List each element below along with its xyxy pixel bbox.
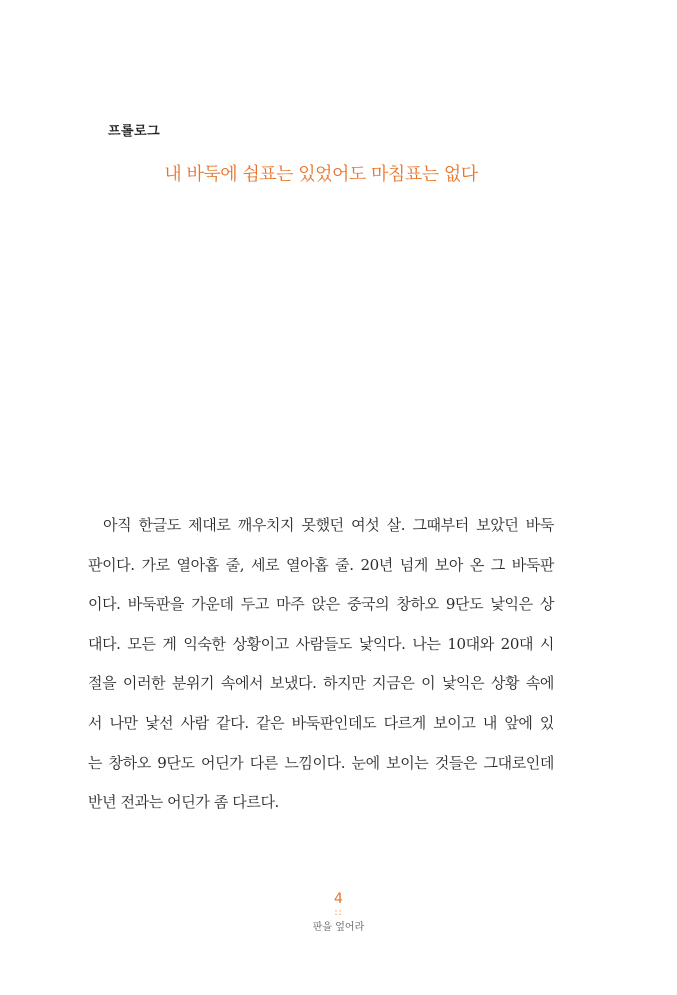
body-paragraph (88, 506, 554, 823)
body-line: 서 나만 낯선 사람 같다. 같은 바둑판인데도 다르게 보이고 내 앞에 있 (88, 713, 554, 732)
body-line: 대다. 모든 게 익숙한 상황이고 사람들도 낯익다. 나는 10대와 20대 시 (88, 634, 554, 653)
chapter-title: 내 바둑에 쉼표는 있었어도 마침표는 없다 (164, 164, 478, 185)
body-line: 절을 이러한 분위기 속에서 보냈다. 하지만 지금은 이 낯익은 상황 속에 (88, 674, 554, 693)
body-line: 는 창하오 9단도 어딘가 다른 느낌이다. 눈에 보이는 것들은 그대로인데 (88, 753, 554, 772)
body-line: 이다. 바둑판을 가운데 두고 마주 앉은 중국의 창하오 9단도 낯익은 상 (88, 595, 554, 614)
body-line: 판이다. 가로 열아홉 줄, 세로 열아홉 줄. 20년 넘게 보아 온 그 바둑판 (88, 555, 554, 574)
page-number-ornament: :: (334, 908, 343, 918)
running-book-title: 판을 엎어라 (312, 922, 365, 933)
section-label: 프롤로그 (108, 124, 161, 139)
page-footer (0, 890, 677, 936)
body-line: 반년 전과는 어딘가 좀 다르다. (88, 793, 279, 812)
body-line: 아직 한글도 제대로 깨우치지 못했던 여섯 살. 그때부터 보았던 바둑 (103, 516, 554, 534)
page-number: 4 (334, 891, 343, 907)
